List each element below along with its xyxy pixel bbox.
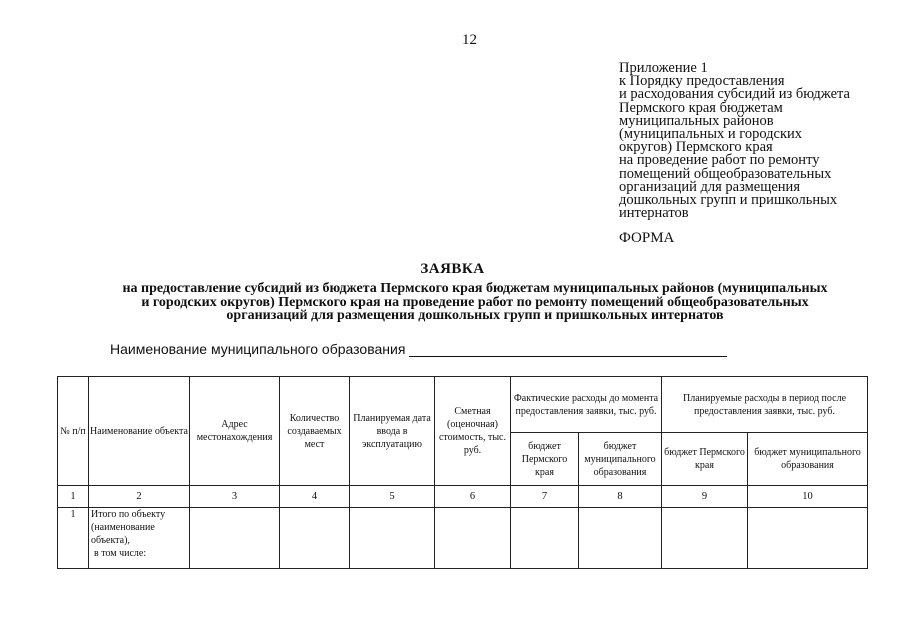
- header-estimated-cost: Сметная (оценочная) стоимость, тыс. руб.: [435, 377, 511, 486]
- header-actual-expenses: Фактические расходы до момента предоставления заявки, тыс. руб.: [511, 377, 662, 433]
- appendix-line: муниципальных районов: [619, 112, 774, 129]
- header-name: Наименование объекта: [89, 377, 190, 486]
- header-address: Адрес местонахождения: [190, 377, 280, 486]
- appendix-line: Пермского края бюджетам: [619, 99, 783, 116]
- appendix-line: округов) Пермского края: [619, 139, 773, 156]
- header-planned-municipal-budget: бюджет муниципального образования: [748, 433, 868, 486]
- document-title: ЗАЯВКА: [420, 261, 485, 277]
- table-row: [58, 508, 868, 569]
- appendix-line: (муниципальных и городских: [619, 126, 803, 143]
- appendix-line: дошкольных групп и пришкольных: [619, 192, 838, 209]
- header-places: Количество создаваемых мест: [280, 377, 350, 486]
- column-number: 7: [511, 486, 579, 508]
- column-number: 4: [280, 486, 350, 508]
- appendix-block: [619, 62, 889, 220]
- appendix-line: на проведение работ по ремонту: [619, 152, 820, 169]
- column-number: 3: [190, 486, 280, 508]
- column-number: 6: [435, 486, 511, 508]
- row-num: 1: [58, 508, 89, 569]
- row-object-name-suffix: в том числе:: [94, 548, 147, 559]
- column-number: 9: [662, 486, 748, 508]
- subtitle-line: организаций для размещения дошкольных групп и пришкольных интернатов: [226, 308, 724, 323]
- column-number: 2: [89, 486, 190, 508]
- appendix-line: помещений общеобразовательных: [619, 165, 832, 182]
- row-planned-region-cell: [662, 508, 748, 569]
- form-label: ФОРМА: [619, 230, 675, 246]
- header-planned-expenses: Планируемые расходы в период после предоставления заявки, тыс. руб.: [662, 377, 868, 433]
- document-subtitle: [60, 282, 890, 323]
- column-number: 8: [579, 486, 662, 508]
- appendix-line: организаций для размещения: [619, 178, 800, 195]
- appendix-line: интернатов: [619, 205, 689, 222]
- column-number: 5: [350, 486, 435, 508]
- municipality-label: Наименование муниципального образования: [110, 341, 406, 357]
- page-number: 12: [462, 32, 477, 48]
- row-object-name: [89, 508, 190, 569]
- row-object-name-text: Итого по объекту (наименование объекта),: [91, 509, 166, 546]
- municipality-blank-line: [409, 342, 727, 357]
- municipality-field: [110, 341, 727, 357]
- appendix-line: к Порядку предоставления: [619, 73, 785, 90]
- header-commission-date: Планируемая дата ввода в эксплуатацию: [350, 377, 435, 486]
- column-number-row: [58, 486, 868, 508]
- header-actual-municipal-budget: бюджет муниципального образования: [579, 433, 662, 486]
- row-actual-region-cell: [511, 508, 579, 569]
- row-places-cell: [280, 508, 350, 569]
- appendix-line: и расходования субсидий из бюджета: [619, 86, 850, 103]
- row-cost-cell: [435, 508, 511, 569]
- appendix-line: Приложение 1: [619, 60, 708, 76]
- subtitle-line: и городских округов) Пермского края на проведение работ по ремонту помещений общеобразовательных: [141, 294, 809, 310]
- application-table: [57, 376, 868, 569]
- row-date-cell: [350, 508, 435, 569]
- row-address-cell: [190, 508, 280, 569]
- row-actual-municipal-cell: [579, 508, 662, 569]
- column-number: 10: [748, 486, 868, 508]
- header-num: № п/п: [58, 377, 89, 486]
- row-planned-municipal-cell: [748, 508, 868, 569]
- subtitle-line: на предоставление субсидий из бюджета Пермского края бюджетам муниципальных районов (муниципальных: [122, 281, 828, 296]
- column-number: 1: [58, 486, 89, 508]
- header-planned-region-budget: бюджет Пермского края: [662, 433, 748, 486]
- header-actual-region-budget: бюджет Пермского края: [511, 433, 579, 486]
